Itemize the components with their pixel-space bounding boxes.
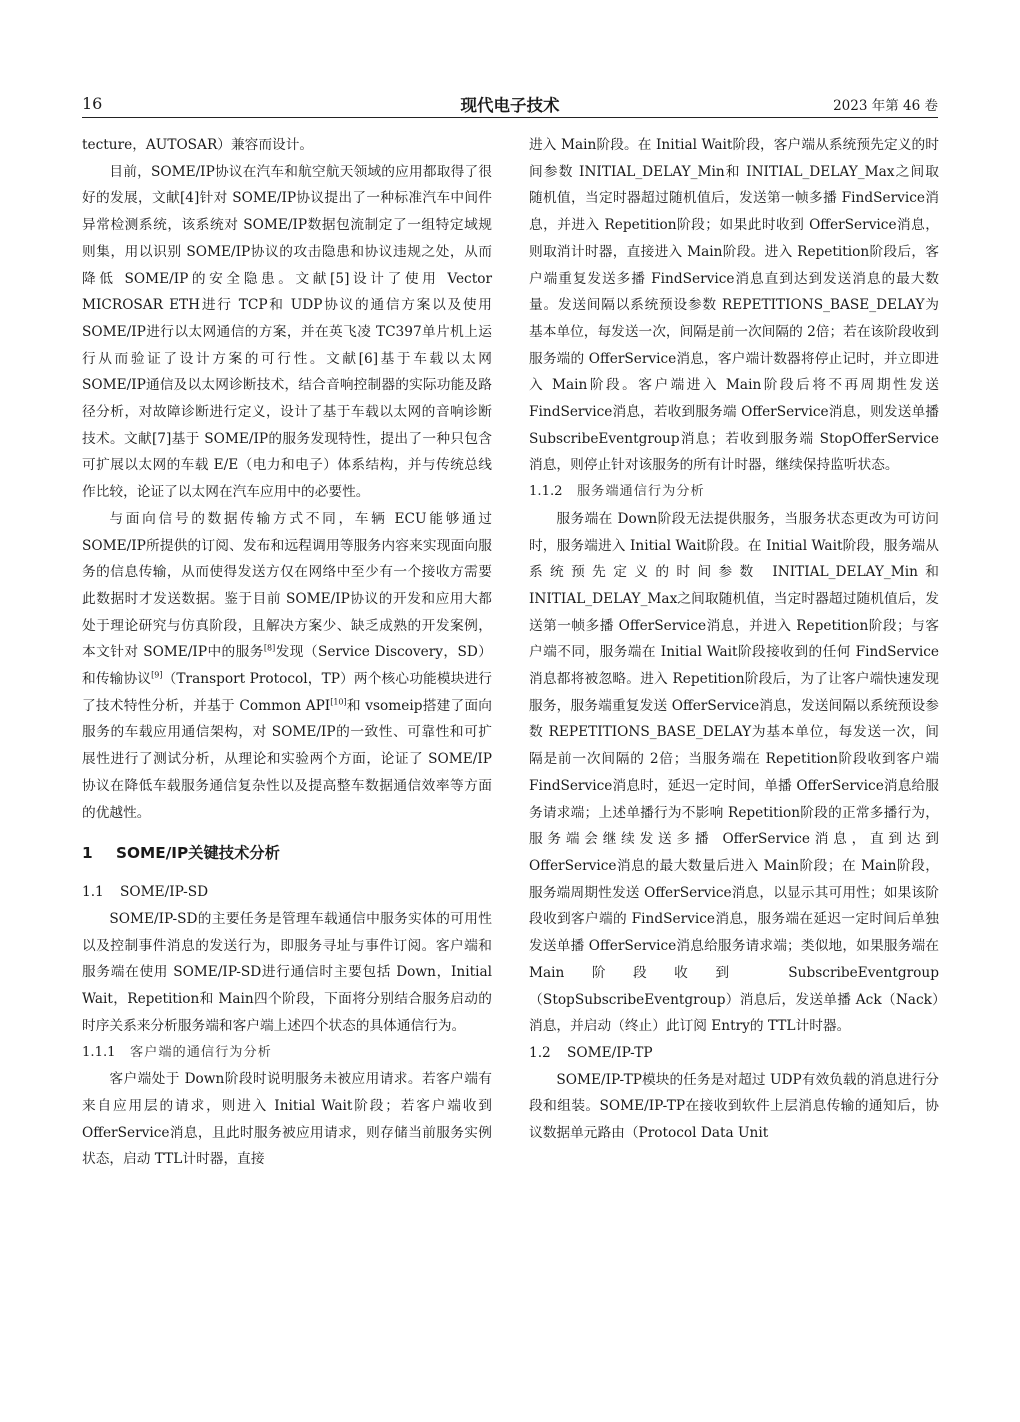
text-run: 发现（Service Discovery，SD）和传输协议 <box>82 644 492 688</box>
paragraph: 服务端在 Down阶段无法提供服务，当服务状态更改为可访问时，服务端进入 Initial Wait阶段。在 Initial Wait阶段，服务端从系统预先定义的时间参数 INITIAL_DELAY_Min和 INITIAL_DELAY_Max之间取随机值，当定时器超过随机值后，发送第一帧多播 OfferService消息，并进入 Repetition阶段；与客户端不同，服务端在 Initial Wait阶段接收到的任何 FindService消息都将被忽略。进入 Repetition阶段后，为了让客户端快速发现服务，服务端重复发送 OfferService消息，发送间隔以系统预设参数 REPETITIONS_BASE_DELAY为基本单位，每发送一次，间隔是前一次间隔的 2倍；当服务端在 Repetition阶段收到客户端 FindService消息时，延迟一定时间，单播 OfferService消息给服务请求端；上述单播行为不影响 Repetition阶段的正常多播行为，服务端会继续发送多播 OfferService消息，直到达到 OfferService消息的最大数量后进入 Main阶段；在 Main阶段，服务端周期性发送 OfferService消息，以显示其可用性；如果该阶段收到客户端的 FindService消息，服务端在延迟一定时间后单独发送单播 OfferService消息给服务请求端；类似地，如果服务端在 Main阶段收到 SubscribeEventgroup（StopSubscribeEventgroup）消息后，发送单播 Ack（Nack）消息，并启动（终止）此订阅 Entry的 TTL计时器。 <box>529 510 939 1035</box>
running-header <box>82 92 938 118</box>
volume-info: 2023 年第 46 卷 <box>833 98 938 114</box>
subsubsection-title: 服务端通信行为分析 <box>577 484 705 500</box>
text-run: 与面向信号的数据传输方式不同，车辆 ECU能够通过 SOME/IP所提供的订阅、发布和远程调用等服务内容来实现面向服务的信息传输，从而使得发送方仅在网络中至少有一个接收方需要此数据时才发送数据。鉴于目前 SOME/IP协议的开发和应用大都处于理论研究与仿真阶段，且解决方案少、缺乏成熟的开发案例，本文针对 SOME/IP中的服务 <box>82 510 492 661</box>
paragraph: 客户端处于 Down阶段时说明服务未被应用请求。若客户端有来自应用层的请求，则进入 Initial Wait阶段；若客户端收到 OfferService消息，且此时服务被应用请求，则存储当前服务实例状态，启动 TTL计时器，直接 <box>82 1071 492 1168</box>
paragraph: SOME/IP-TP模块的任务是对超过 UDP有效负载的消息进行分段和组装。SOME/IP-TP在接收到软件上层消息传输的通知后，协议数据单元路由（Protocol Data Unit <box>529 1071 939 1142</box>
subsection-heading <box>529 1040 939 1067</box>
section-number: 1 <box>82 844 93 863</box>
subsection-number: 1.2 <box>529 1044 551 1061</box>
paragraph <box>82 506 492 826</box>
citation: [10] <box>330 697 347 707</box>
subsubsection-number: 1.1.1 <box>82 1044 116 1060</box>
subsection-heading <box>82 879 492 906</box>
citation: [8] <box>263 643 276 653</box>
paragraph: 进入 Main阶段。在 Initial Wait阶段，客户端从系统预先定义的时间参数 INITIAL_DELAY_Min和 INITIAL_DELAY_Max之间取随机值，当定时器超过随机值后，发送第一帧多播 FindService消息，并进入 Repetition阶段；如果此时收到 OfferService消息，则取消计时器，直接进入 Main阶段。进入 Repetition阶段后，客户端重复发送多播 FindService消息直到达到发送消息的最大数量。发送间隔以系统预设参数 REPETITIONS_BASE_DELAY为基本单位，每发送一次，间隔是前一次间隔的 2倍；若在该阶段收到服务端的 OfferService消息，客户端计数器将停止记时，并立即进入 Main阶段。客户端进入 Main阶段后将不再周期性发送 FindService消息，若收到服务端 OfferService消息，则发送单播 SubscribeEventgroup消息；若收到服务端 StopOfferService消息，则停止针对该服务的所有计时器，继续保持监听状态。 <box>529 137 939 474</box>
subsubsection-number: 1.1.2 <box>529 484 563 500</box>
section-heading <box>82 840 492 866</box>
subsection-number: 1.1 <box>82 884 104 901</box>
page-number: 16 <box>82 94 103 113</box>
paragraph: tecture，AUTOSAR）兼容而设计。 <box>82 137 314 153</box>
right-column <box>529 132 939 1147</box>
subsection-title: SOME/IP-TP <box>567 1044 653 1061</box>
section-title: SOME/IP关键技术分析 <box>116 844 280 863</box>
subsubsection-heading <box>82 1040 492 1067</box>
left-column <box>82 132 492 1173</box>
subsubsection-heading <box>529 479 939 506</box>
paragraph: SOME/IP-SD的主要任务是管理车载通信中服务实体的可用性以及控制事件消息的发送行为，即服务寻址与事件订阅。客户端和服务端在使用 SOME/IP-SD进行通信时主要包括 Down，Initial Wait，Repetition和 Main四个阶段，下面将分别结合服务启动的时序关系来分析服务端和客户端上述四个状态的具体通信行为。 <box>82 910 492 1034</box>
text-run: （Transport Protocol，TP）两个核心功能模块进行了技术特性分析，并基于 Common API <box>82 671 492 714</box>
citation: [9] <box>151 670 163 680</box>
journal-name: 现代电子技术 <box>460 96 560 115</box>
header-rule <box>82 117 938 118</box>
paragraph: 目前，SOME/IP协议在汽车和航空航天领域的应用都取得了很好的发展，文献[4]针对 SOME/IP协议提出了一种标准汽车中间件异常检测系统，该系统对 SOME/IP数据包流制定了一组特定域规则集，用以识别 SOME/IP协议的攻击隐患和协议违规之处，从而降低 SOME/IP的安全隐患。文献[5]设计了使用 Vector MICROSAR ETH进行 TCP和 UDP协议的通信方案以及使用 SOME/IP进行以太网通信的方案，并在英飞凌 TC397单片机上运行从而验证了设计方案的可行性。文献[6]基于车载以太网 SOME/IP通信及以太网诊断技术，结合音响控制器的实际功能及路径分析，对故障诊断进行定义，设计了基于车载以太网的音响诊断技术。文献[7]基于 SOME/IP的服务发现特性，提出了一种只包含可扩展以太网的车载 E/E（电力和电子）体系结构，并与传统总线作比较，论证了以太网在汽车应用中的必要性。 <box>82 163 492 501</box>
subsubsection-title: 客户端的通信行为分析 <box>130 1044 272 1060</box>
subsection-title: SOME/IP-SD <box>120 884 209 901</box>
text-run: 和 vsomeip搭建了面向服务的车载应用通信架构，对 SOME/IP的一致性、可靠性和可扩展性进行了测试分析，从理论和实验两个方面，论证了 SOME/IP协议在降低车载服务通信复杂性以及提高整车数据通信效率等方面的优越性。 <box>82 697 492 821</box>
